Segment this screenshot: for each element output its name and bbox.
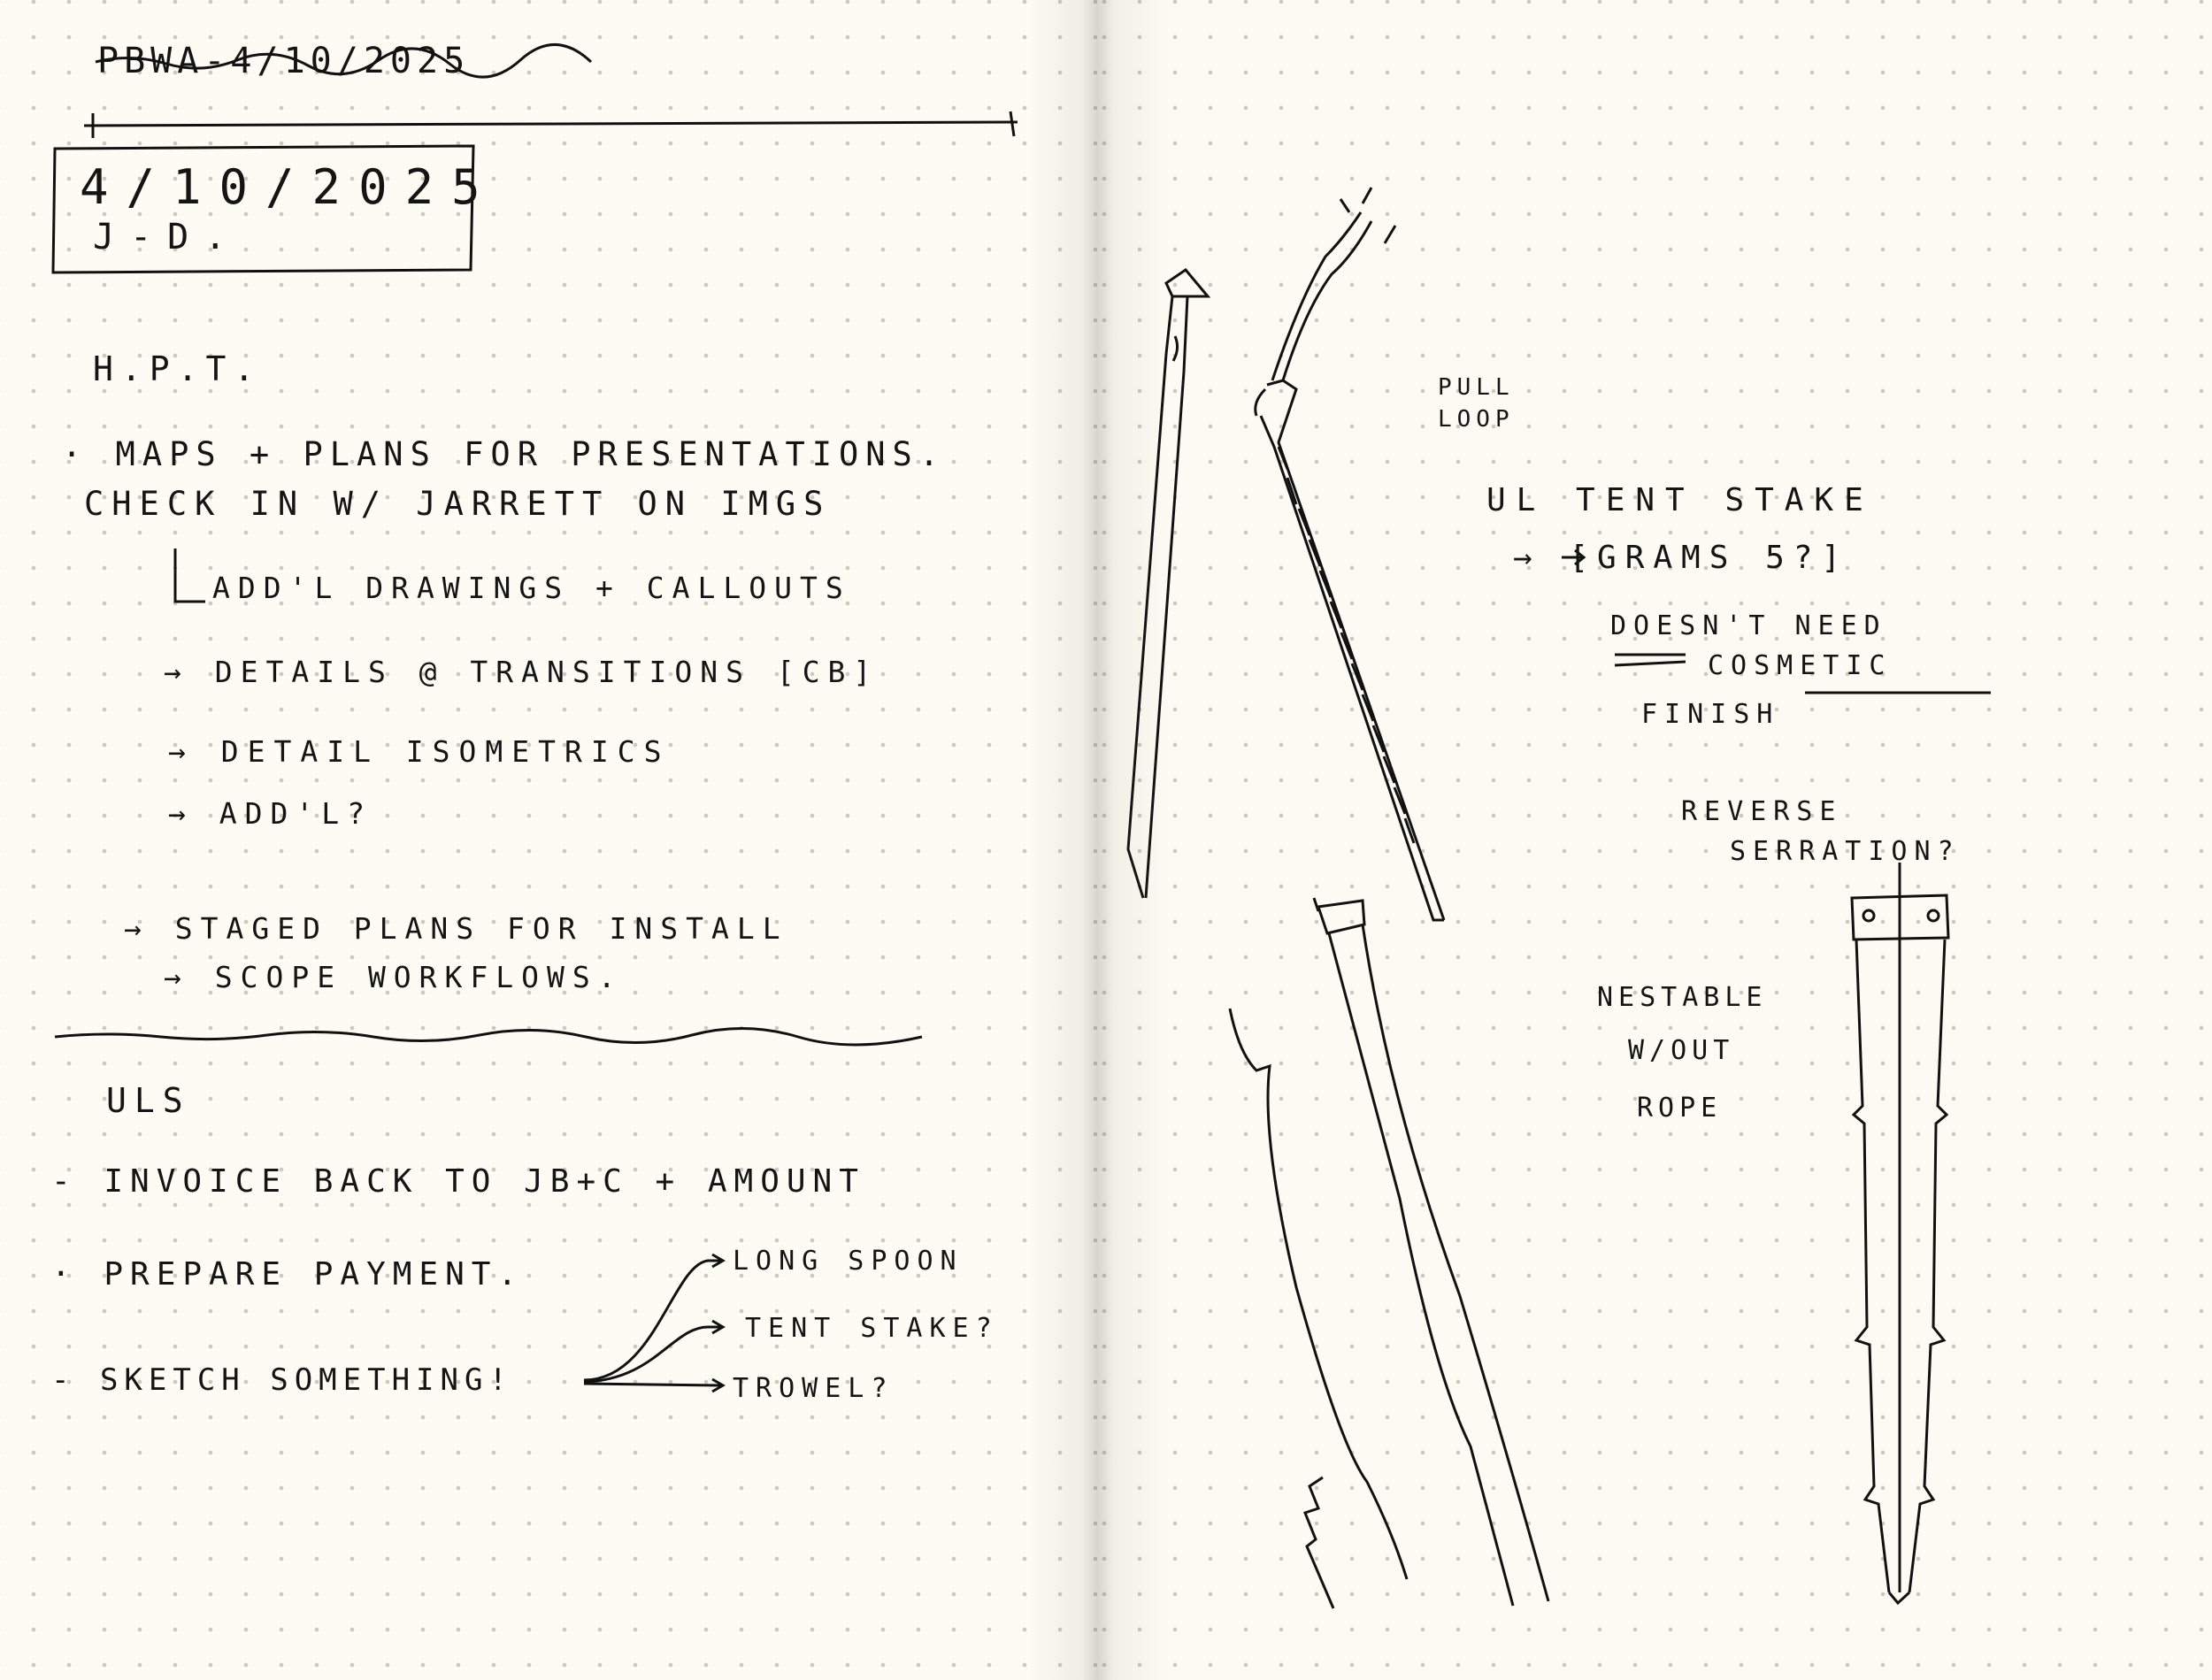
stake-title: UL TENT STAKE [1486, 482, 1874, 518]
section-heading-uls: ULS [106, 1081, 191, 1120]
note-line: W/OUT [1628, 1035, 1735, 1066]
note-line: · PREPARE PAYMENT. [51, 1256, 525, 1293]
grams-note: → [GRAMS 5?] [1513, 540, 1850, 576]
initials-text: J-D. [93, 217, 242, 257]
note-line: → DETAILS @ TRANSITIONS [CB] [164, 655, 879, 689]
note-line: ADD'L DRAWINGS + CALLOUTS [212, 571, 851, 605]
page-header-title: PBWA-4/10/2025 [97, 41, 471, 81]
note-line: → ADD'L? [168, 796, 373, 831]
note-line: → SCOPE WORKFLOWS. [164, 960, 624, 994]
note-line: → DETAIL ISOMETRICS [168, 734, 671, 769]
note-line: CHECK IN W/ JARRETT ON IMGS [84, 485, 832, 523]
stake-sketch-4 [1230, 1009, 1407, 1608]
branch-item: LONG SPOON [733, 1246, 964, 1277]
note-line: → STAGED PLANS FOR INSTALL [124, 911, 788, 946]
note-line: ROPE [1637, 1093, 1723, 1124]
notebook-spine [1026, 0, 1168, 1680]
tent-stake-sketches [1097, 0, 2212, 1680]
label-pull-loop: PULL LOOP [1438, 374, 1515, 433]
branch-item: TENT STAKE? [745, 1313, 999, 1344]
right-page [1097, 0, 2212, 1680]
stake-sketch-5 [1852, 863, 1948, 1603]
left-page [0, 0, 1097, 1680]
note-line: REVERSE [1681, 796, 1843, 827]
date-text: 4/10/2025 [80, 159, 498, 215]
note-line: - INVOICE BACK TO JB+C + AMOUNT [51, 1163, 865, 1200]
branch-item: TROWEL? [733, 1373, 895, 1404]
note-line: SERRATION? [1730, 836, 1961, 867]
note-line: COSMETIC [1708, 650, 1893, 681]
section-heading-hpt: H.P.T. [93, 349, 263, 388]
note-line: NESTABLE [1597, 982, 1768, 1013]
stake-sketch-3 [1314, 898, 1548, 1606]
note-line: · MAPS + PLANS FOR PRESENTATIONS. [62, 435, 947, 473]
stake-sketch-2 [1256, 188, 1444, 920]
note-line: DOESN'T NEED [1610, 610, 1887, 641]
note-line: FINISH [1641, 699, 1780, 730]
note-line: - SKETCH SOMETHING! [51, 1362, 513, 1398]
